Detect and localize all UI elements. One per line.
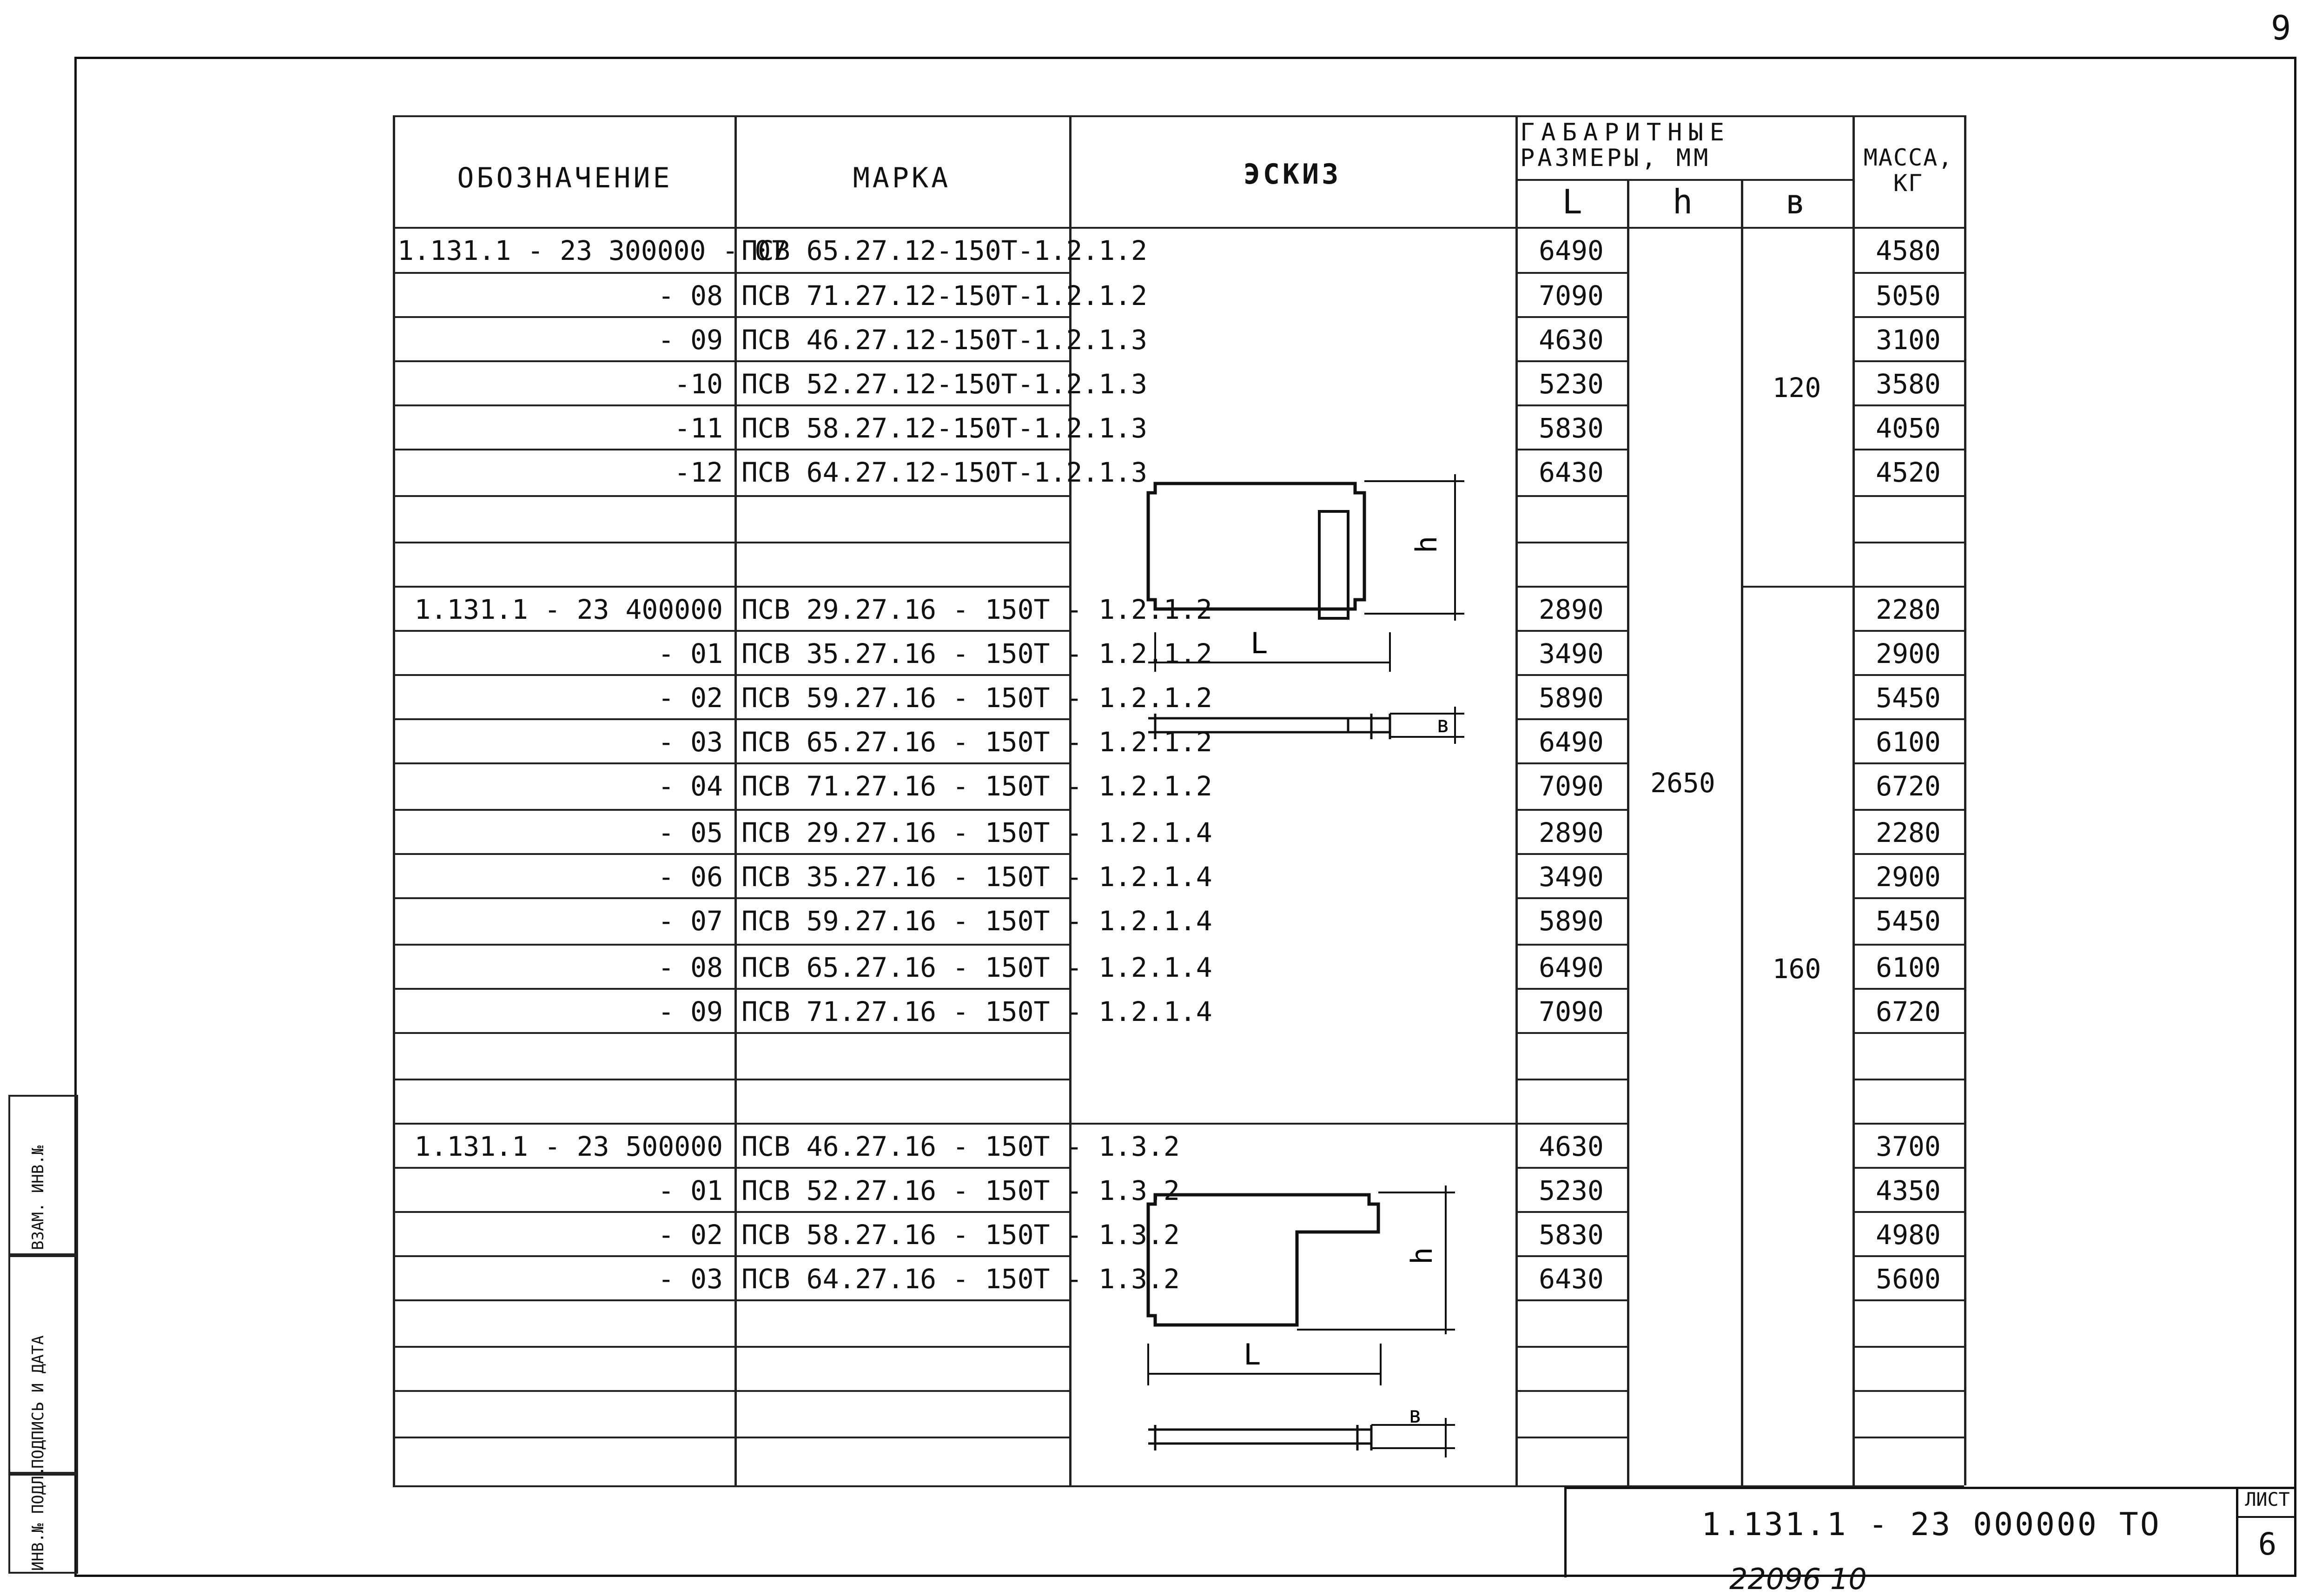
row-designation: - 02 [658, 682, 723, 714]
row-line-mass [1852, 762, 1964, 764]
row-mark: ПСВ 65.27.16 - 150Т - 1.2.1.4 [741, 952, 1212, 983]
row-mass: 2900 [1876, 861, 1941, 893]
document-code: 1.131.1 - 23 000000 ТО [1701, 1506, 2161, 1543]
row-mass: 5450 [1876, 682, 1941, 714]
side-stamp-sign-label: ПОДПИСЬ И ДАТА [29, 1335, 47, 1469]
row-line-mass [1852, 1346, 1964, 1348]
row-mark: ПСВ 59.27.16 - 150Т - 1.2.1.4 [741, 905, 1212, 937]
row-designation: 1.131.1 - 23 400000 [414, 594, 723, 625]
row-mass: 6100 [1876, 952, 1941, 983]
sheet-number: 6 [2258, 1526, 2277, 1562]
row-line-left [393, 1079, 1069, 1080]
col-line-h [1627, 179, 1629, 1485]
row-line-L [1515, 586, 1627, 588]
col-line-mark [734, 115, 737, 1485]
side-stamp-replace-label: ВЗАМ. ИНВ.№ [29, 1145, 47, 1250]
row-length: 5830 [1539, 412, 1604, 444]
page-number: 9 [2271, 8, 2291, 47]
row-line-L [1515, 272, 1627, 274]
row-line-L [1515, 1255, 1627, 1257]
row-designation: - 09 [658, 996, 723, 1027]
row-mark: ПСВ 65.27.12-150Т-1.2.1.2 [741, 235, 1147, 266]
row-line-mass [1852, 360, 1964, 362]
row-mass: 5450 [1876, 905, 1941, 937]
row-line-L [1515, 449, 1627, 450]
row-mark: ПСВ 29.27.16 - 150Т - 1.2.1.4 [741, 817, 1212, 848]
side-stamp-inv-label: ИНВ.№ ПОДЛ. [29, 1466, 47, 1571]
side-stamp-inv [8, 1466, 78, 1574]
row-line-L [1515, 853, 1627, 855]
row-line-left [393, 1255, 1069, 1257]
row-line-left [393, 762, 1069, 764]
row-mark: ПСВ 46.27.12-150Т-1.2.1.3 [741, 324, 1147, 356]
row-mass: 4580 [1876, 235, 1941, 266]
row-line-mass [1852, 449, 1964, 450]
row-line-L [1515, 1079, 1627, 1080]
row-line-mass [1852, 988, 1964, 990]
row-length: 4630 [1539, 324, 1604, 356]
row-line-left [393, 316, 1069, 318]
row-designation: 1.131.1 - 23 500000 [414, 1131, 723, 1162]
row-length: 6490 [1539, 952, 1604, 983]
row-length: 3490 [1539, 638, 1604, 669]
row-line-left [393, 404, 1069, 406]
header-mass-line2: КГ [1893, 170, 1924, 197]
h-value: 2650 [1650, 767, 1715, 799]
row-line-left [393, 586, 1069, 588]
row-line-left [393, 1390, 1069, 1392]
row-designation: - 06 [658, 861, 723, 893]
header-mass-line1: МАССА, [1863, 144, 1953, 171]
row-line-L [1515, 1346, 1627, 1348]
row-line-mass [1852, 718, 1964, 720]
header-designation: ОБОЗНАЧЕНИЕ [457, 162, 673, 194]
row-mass: 4350 [1876, 1175, 1941, 1206]
row-line-mass [1852, 630, 1964, 632]
header-sketch: ЭСКИЗ [1243, 158, 1342, 191]
row-line-left [393, 630, 1069, 632]
sheet-box [2236, 1487, 2296, 1575]
sketch1-L-label: L [1250, 626, 1268, 660]
row-line-L [1515, 1032, 1627, 1034]
row-line-L [1515, 762, 1627, 764]
row-line-mass [1852, 1079, 1964, 1080]
row-line-left [393, 853, 1069, 855]
row-mass: 3100 [1876, 324, 1941, 356]
row-line-mass [1852, 1032, 1964, 1034]
table-left-line [393, 115, 395, 1485]
row-line-L [1515, 897, 1627, 899]
row-mark: ПСВ 59.27.16 - 150Т - 1.2.1.2 [741, 682, 1212, 714]
row-mass: 4050 [1876, 412, 1941, 444]
row-line-mass [1852, 674, 1964, 676]
row-length: 6430 [1539, 457, 1604, 488]
row-line-L [1515, 674, 1627, 676]
header-dims-line2: РАЗМЕРЫ, ММ [1520, 144, 1711, 172]
row-line-left [393, 674, 1069, 676]
row-line-L [1515, 718, 1627, 720]
row-line-L [1515, 809, 1627, 811]
row-line-mass [1852, 495, 1964, 497]
dims-subheader-line [1515, 179, 1852, 181]
row-designation: -12 [674, 457, 723, 488]
row-line-left [393, 718, 1069, 720]
row-line-mass [1852, 944, 1964, 946]
row-line-mass [1852, 586, 1964, 588]
row-mark: ПСВ 58.27.12-150Т-1.2.1.3 [741, 412, 1147, 444]
row-line-mass [1852, 542, 1964, 543]
row-mass: 4980 [1876, 1219, 1941, 1251]
row-mass: 2280 [1876, 594, 1941, 625]
row-line-mass [1852, 1167, 1964, 1169]
row-line-mass [1852, 272, 1964, 274]
row-line-left [393, 542, 1069, 543]
row-mark: ПСВ 35.27.16 - 150Т - 1.2.1.2 [741, 638, 1212, 669]
side-stamp-replace [8, 1095, 78, 1255]
row-designation: - 05 [658, 817, 723, 848]
row-line-L [1515, 1167, 1627, 1169]
row-line-mass [1852, 1299, 1964, 1301]
row-mass: 5600 [1876, 1263, 1941, 1295]
footer-note: 22096 10 [1729, 1562, 1867, 1596]
sketch-panel-door [1111, 1181, 1483, 1469]
header-mark: МАРКА [853, 162, 951, 194]
row-length: 3490 [1539, 861, 1604, 893]
b-value-120: 120 [1772, 372, 1821, 404]
sketch2-b-label: в [1409, 1402, 1422, 1428]
row-mass: 2280 [1876, 817, 1941, 848]
side-stamp-sign [8, 1255, 78, 1474]
row-designation: - 01 [658, 638, 723, 669]
sketch2-h-label: h [1405, 1247, 1439, 1265]
row-mass: 2900 [1876, 638, 1941, 669]
row-line-left [393, 1167, 1069, 1169]
table-header-bottom-line [393, 227, 1964, 229]
row-mark: ПСВ 65.27.16 - 150Т - 1.2.1.2 [741, 726, 1212, 758]
table-top-line [393, 115, 1964, 117]
row-line-L [1515, 1123, 1627, 1125]
row-mark: ПСВ 64.27.16 - 150Т - 1.3.2 [741, 1263, 1180, 1295]
row-line-left [393, 449, 1069, 450]
row-length: 5830 [1539, 1219, 1604, 1251]
row-length: 4630 [1539, 1131, 1604, 1162]
sketch-panel-window [1111, 465, 1483, 753]
row-mark: ПСВ 58.27.16 - 150Т - 1.3.2 [741, 1219, 1180, 1251]
row-line-L [1515, 316, 1627, 318]
row-length: 7090 [1539, 770, 1604, 802]
row-line-left [393, 1123, 1069, 1125]
row-line-L [1515, 630, 1627, 632]
row-designation: - 07 [658, 905, 723, 937]
row-mark: ПСВ 46.27.16 - 150Т - 1.3.2 [741, 1131, 1180, 1162]
row-line-L [1515, 360, 1627, 362]
b-value-160: 160 [1772, 953, 1821, 985]
row-line-L [1515, 1390, 1627, 1392]
row-line-left [393, 809, 1069, 811]
row-mass: 3580 [1876, 368, 1941, 400]
row-mark: ПСВ 29.27.16 - 150Т - 1.2.1.2 [741, 594, 1212, 625]
row-length: 6490 [1539, 235, 1604, 266]
row-mass: 4520 [1876, 457, 1941, 488]
header-dims-line1: ГАБАРИТНЫЕ [1520, 119, 1731, 146]
row-length: 6430 [1539, 1263, 1604, 1295]
row-line-L [1515, 1437, 1627, 1438]
row-designation: - 08 [658, 280, 723, 311]
header-col-L: L [1562, 182, 1585, 221]
row-designation: - 01 [658, 1175, 723, 1206]
row-line-mass [1852, 1437, 1964, 1438]
row-designation: - 02 [658, 1219, 723, 1251]
row-length: 5230 [1539, 368, 1604, 400]
row-line-L [1515, 944, 1627, 946]
row-line-left [393, 988, 1069, 990]
row-line-left [393, 1346, 1069, 1348]
row-mass: 6720 [1876, 770, 1941, 802]
row-length: 2890 [1539, 817, 1604, 848]
header-col-h: h [1672, 182, 1696, 221]
row-line-L [1515, 988, 1627, 990]
row-line-L [1515, 542, 1627, 543]
row-line-mass [1852, 1255, 1964, 1257]
row-mass: 6100 [1876, 726, 1941, 758]
row-line-L [1515, 495, 1627, 497]
row-line-left [393, 897, 1069, 899]
row-line-L [1515, 404, 1627, 406]
sketch2-L-label: L [1244, 1338, 1261, 1371]
row-line-left [393, 360, 1069, 362]
row-mark: ПСВ 52.27.16 - 150Т - 1.3.2 [741, 1175, 1180, 1206]
row-designation: -11 [674, 412, 723, 444]
row-mass: 6720 [1876, 996, 1941, 1027]
row-designation: -10 [674, 368, 723, 400]
row-designation: - 09 [658, 324, 723, 356]
row-designation: - 08 [658, 952, 723, 983]
row-length: 7090 [1539, 996, 1604, 1027]
row-length: 5230 [1539, 1175, 1604, 1206]
row-line-mass [1852, 316, 1964, 318]
row-designation: 1.131.1 - 23 300000 - 07 [397, 235, 787, 266]
row-line-mass [1852, 809, 1964, 811]
row-mass: 3700 [1876, 1131, 1941, 1162]
row-line-L [1515, 1211, 1627, 1213]
row-line-left [393, 495, 1069, 497]
row-line-mass [1852, 1123, 1964, 1125]
row-line-L [1515, 1299, 1627, 1301]
row-line-mass [1852, 1390, 1964, 1392]
row-length: 2890 [1539, 594, 1604, 625]
sheet-label: ЛИСТ [2238, 1489, 2296, 1518]
sketch1-h-label: h [1409, 536, 1443, 553]
row-length: 5890 [1539, 682, 1604, 714]
row-mark: ПСВ 71.27.16 - 150Т - 1.2.1.4 [741, 996, 1212, 1027]
table-right-line [1964, 115, 1966, 1485]
row-line-mass [1852, 1211, 1964, 1213]
row-length: 7090 [1539, 280, 1604, 311]
row-line-left [393, 1299, 1069, 1301]
row-line-left [393, 1211, 1069, 1213]
row-line-mass [1852, 897, 1964, 899]
row-line-mass [1852, 404, 1964, 406]
row-line-left [393, 1032, 1069, 1034]
row-mark: ПСВ 71.27.12-150Т-1.2.1.2 [741, 280, 1147, 311]
b-separator-line [1741, 586, 1852, 588]
row-length: 6490 [1539, 726, 1604, 758]
row-mass: 5050 [1876, 280, 1941, 311]
row-line-left [393, 1437, 1069, 1438]
row-designation: - 03 [658, 1263, 723, 1295]
row-designation: - 03 [658, 726, 723, 758]
row-length: 5890 [1539, 905, 1604, 937]
row-mark: ПСВ 35.27.16 - 150Т - 1.2.1.4 [741, 861, 1212, 893]
row-designation: - 04 [658, 770, 723, 802]
row-line-mass [1852, 853, 1964, 855]
sketch-separator-line [1069, 1123, 1515, 1125]
row-line-left [393, 944, 1069, 946]
header-col-b: в [1785, 182, 1808, 221]
row-mark: ПСВ 71.27.16 - 150Т - 1.2.1.2 [741, 770, 1212, 802]
row-line-left [393, 272, 1069, 274]
sketch1-b-label: в [1436, 712, 1450, 738]
row-mark: ПСВ 52.27.12-150Т-1.2.1.3 [741, 368, 1147, 400]
row-mark: ПСВ 64.27.12-150Т-1.2.1.3 [741, 457, 1147, 488]
